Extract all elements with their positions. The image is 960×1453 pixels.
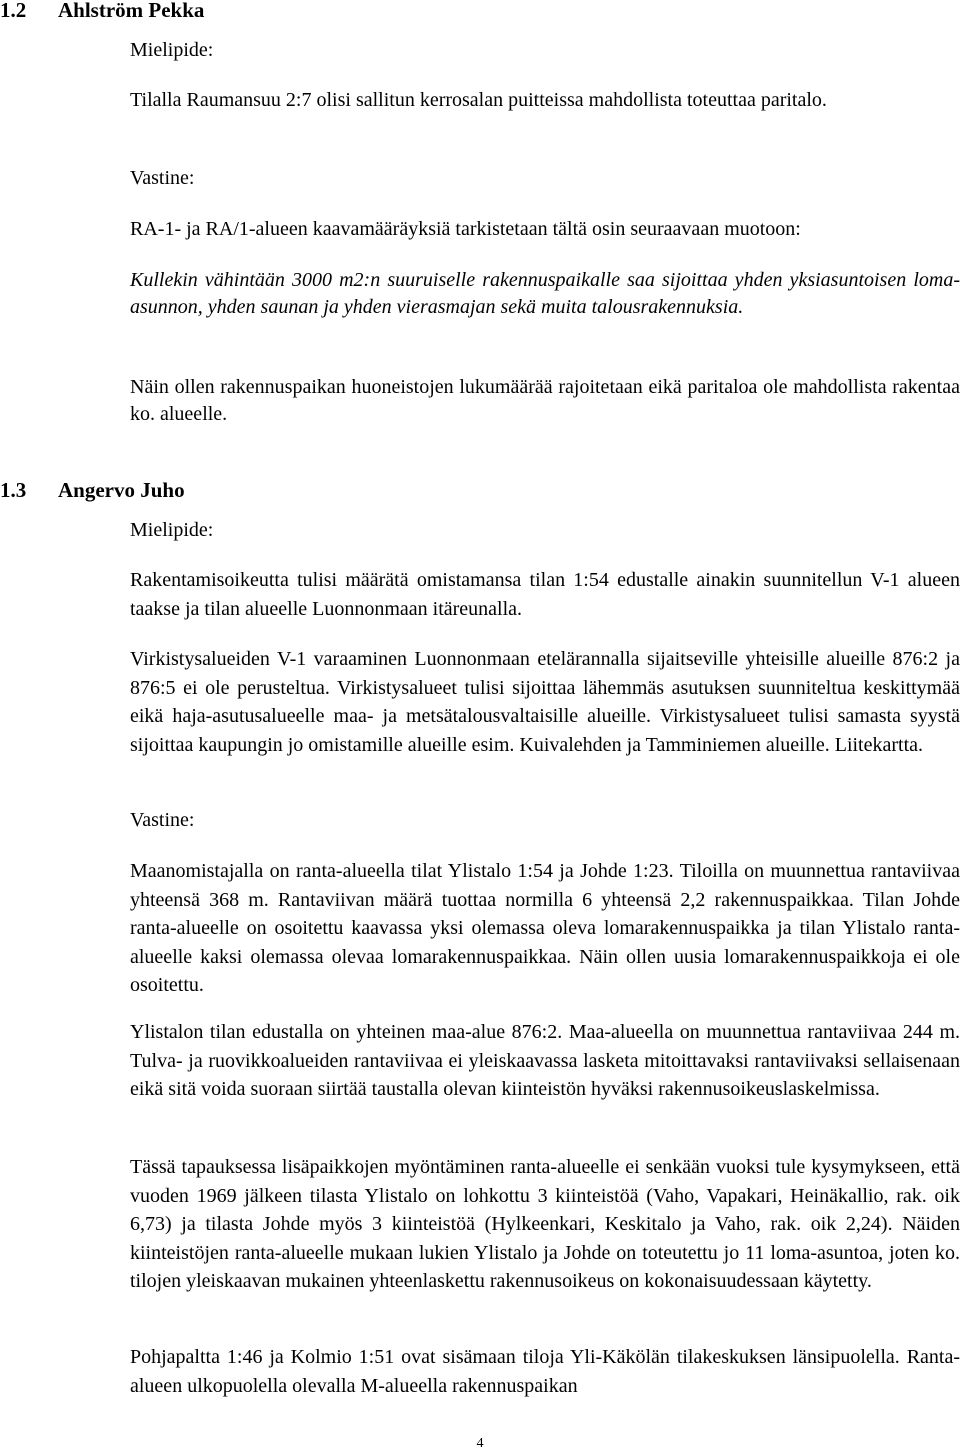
opinion-paragraph: Tilalla Raumansuu 2:7 olisi sallitun kerrosalan puitteissa mahdollista toteuttaa paritalo. bbox=[130, 89, 827, 111]
section-name: Ahlström Pekka bbox=[58, 0, 205, 22]
response-paragraph: Ylistalon tilan edustalla on yhteinen maa-alue 876:2. Maa-alueella on muunnettua rantaviivaa 244 m. Tulva- ja ruovikkoalueiden rantaviivaa ei yleiskaavassa lasketa mitoittavaksi rantaviivaksi sellaisenaan eikä sitä voida suoraan siirtää taustalla olevan kiinteistön hyväksi rakennusoikeuslaskelmissa. bbox=[130, 1021, 960, 1100]
response-paragraph: Näin ollen rakennuspaikan huoneistojen lukumäärää rajoitetaan eikä paritaloa ole mahdollista rakentaa ko. alueelle. bbox=[130, 376, 960, 425]
opinion-paragraph: Virkistysalueiden V-1 varaaminen Luonnonmaan etelärannalla sijaitseville yhteisille alueille 876:2 ja 876:5 ei ole perusteltua. Virkistysalueet tulisi sijoittaa lähemmäs asutuksen suunniteltua keskittymää eikä haja-asutusalueelle maa- ja metsätalousvaltaisille alueille. Virkistysalueet tulisi samasta syystä sijoittaa kaupungin jo omistamille alueille esim. Kuivalehden ja Tamminiemen alueille. Liitekartta. bbox=[130, 648, 960, 756]
response-label: Vastine: bbox=[130, 809, 195, 831]
section-number: 1.3 bbox=[0, 478, 27, 502]
opinion-label: Mielipide: bbox=[130, 519, 214, 541]
section-name: Angervo Juho bbox=[58, 478, 185, 502]
page-number: 4 bbox=[476, 1436, 484, 1451]
response-paragraph: Tässä tapauksessa lisäpaikkojen myöntäminen ranta-alueelle ei senkään vuoksi tule kysymykseen, että vuoden 1969 jälkeen tilasta Ylistalo on lohkottu 3 kiinteistöä (Vaho, Vapakari, Heinäkallio, rak. oik 6,73) ja tilasta Johde myös 3 kiinteistöä (Hylkeenkari, Keskitalo ja Vaho, rak. oik 2,24). Näiden kiinteistöjen ranta-alueelle mukaan lukien Ylistalo ja Johde on toteutettu jo 11 loma-asuntoa, joten ko. tilojen yleiskaavan mukainen yhteenlaskettu rakennusoikeus on kokonaisuudessaan käytetty. bbox=[130, 1156, 960, 1292]
response-paragraph: RA-1- ja RA/1-alueen kaavamääräyksiä tarkistetaan tältä osin seuraavaan muotoon: bbox=[130, 218, 801, 240]
section-number: 1.2 bbox=[0, 0, 27, 22]
opinion-label: Mielipide: bbox=[130, 39, 214, 61]
response-paragraph: Pohjapaltta 1:46 ja Kolmio 1:51 ovat sisämaan tiloja Yli-Käkölän tilakeskuksen länsipuolella. Ranta-alueen ulkopuolella olevalla M-alueella rakennuspaikan bbox=[130, 1346, 960, 1397]
opinion-paragraph: Rakentamisoikeutta tulisi määrätä omistamansa tilan 1:54 edustalle ainakin suunnitellun V-1 alueen taakse ja tilan alueelle Luonnonmaan itäreunalla. bbox=[130, 569, 960, 620]
section-heading bbox=[0, 0, 204, 22]
regulation-text: Kullekin vähintään 3000 m2:n suuruiselle rakennuspaikalle saa sijoittaa yhden yksiasuntoisen loma-asunnon, yhden saunan ja yhden vierasmajan sekä muita talousrakennuksia. bbox=[130, 269, 960, 318]
response-paragraph: Maanomistajalla on ranta-alueella tilat Ylistalo 1:54 ja Johde 1:23. Tiloilla on muunnettua rantaviivaa yhteensä 368 m. Rantaviivan määrä tuottaa normilla 6 yhteensä 2,2 rakennuspaikkaa. Tilan Johde ranta-alueelle on osoitettu kaavassa yksi olemassa oleva lomarakennuspaikka ja tilan Ylistalo ranta-alueelle kaksi olemassa olevaa lomarakennuspaikkaa. Näin ollen uusia lomarakennuspaikkoja ei ole osoitettu. bbox=[130, 860, 960, 996]
response-label: Vastine: bbox=[130, 167, 195, 189]
section-heading bbox=[0, 478, 185, 502]
